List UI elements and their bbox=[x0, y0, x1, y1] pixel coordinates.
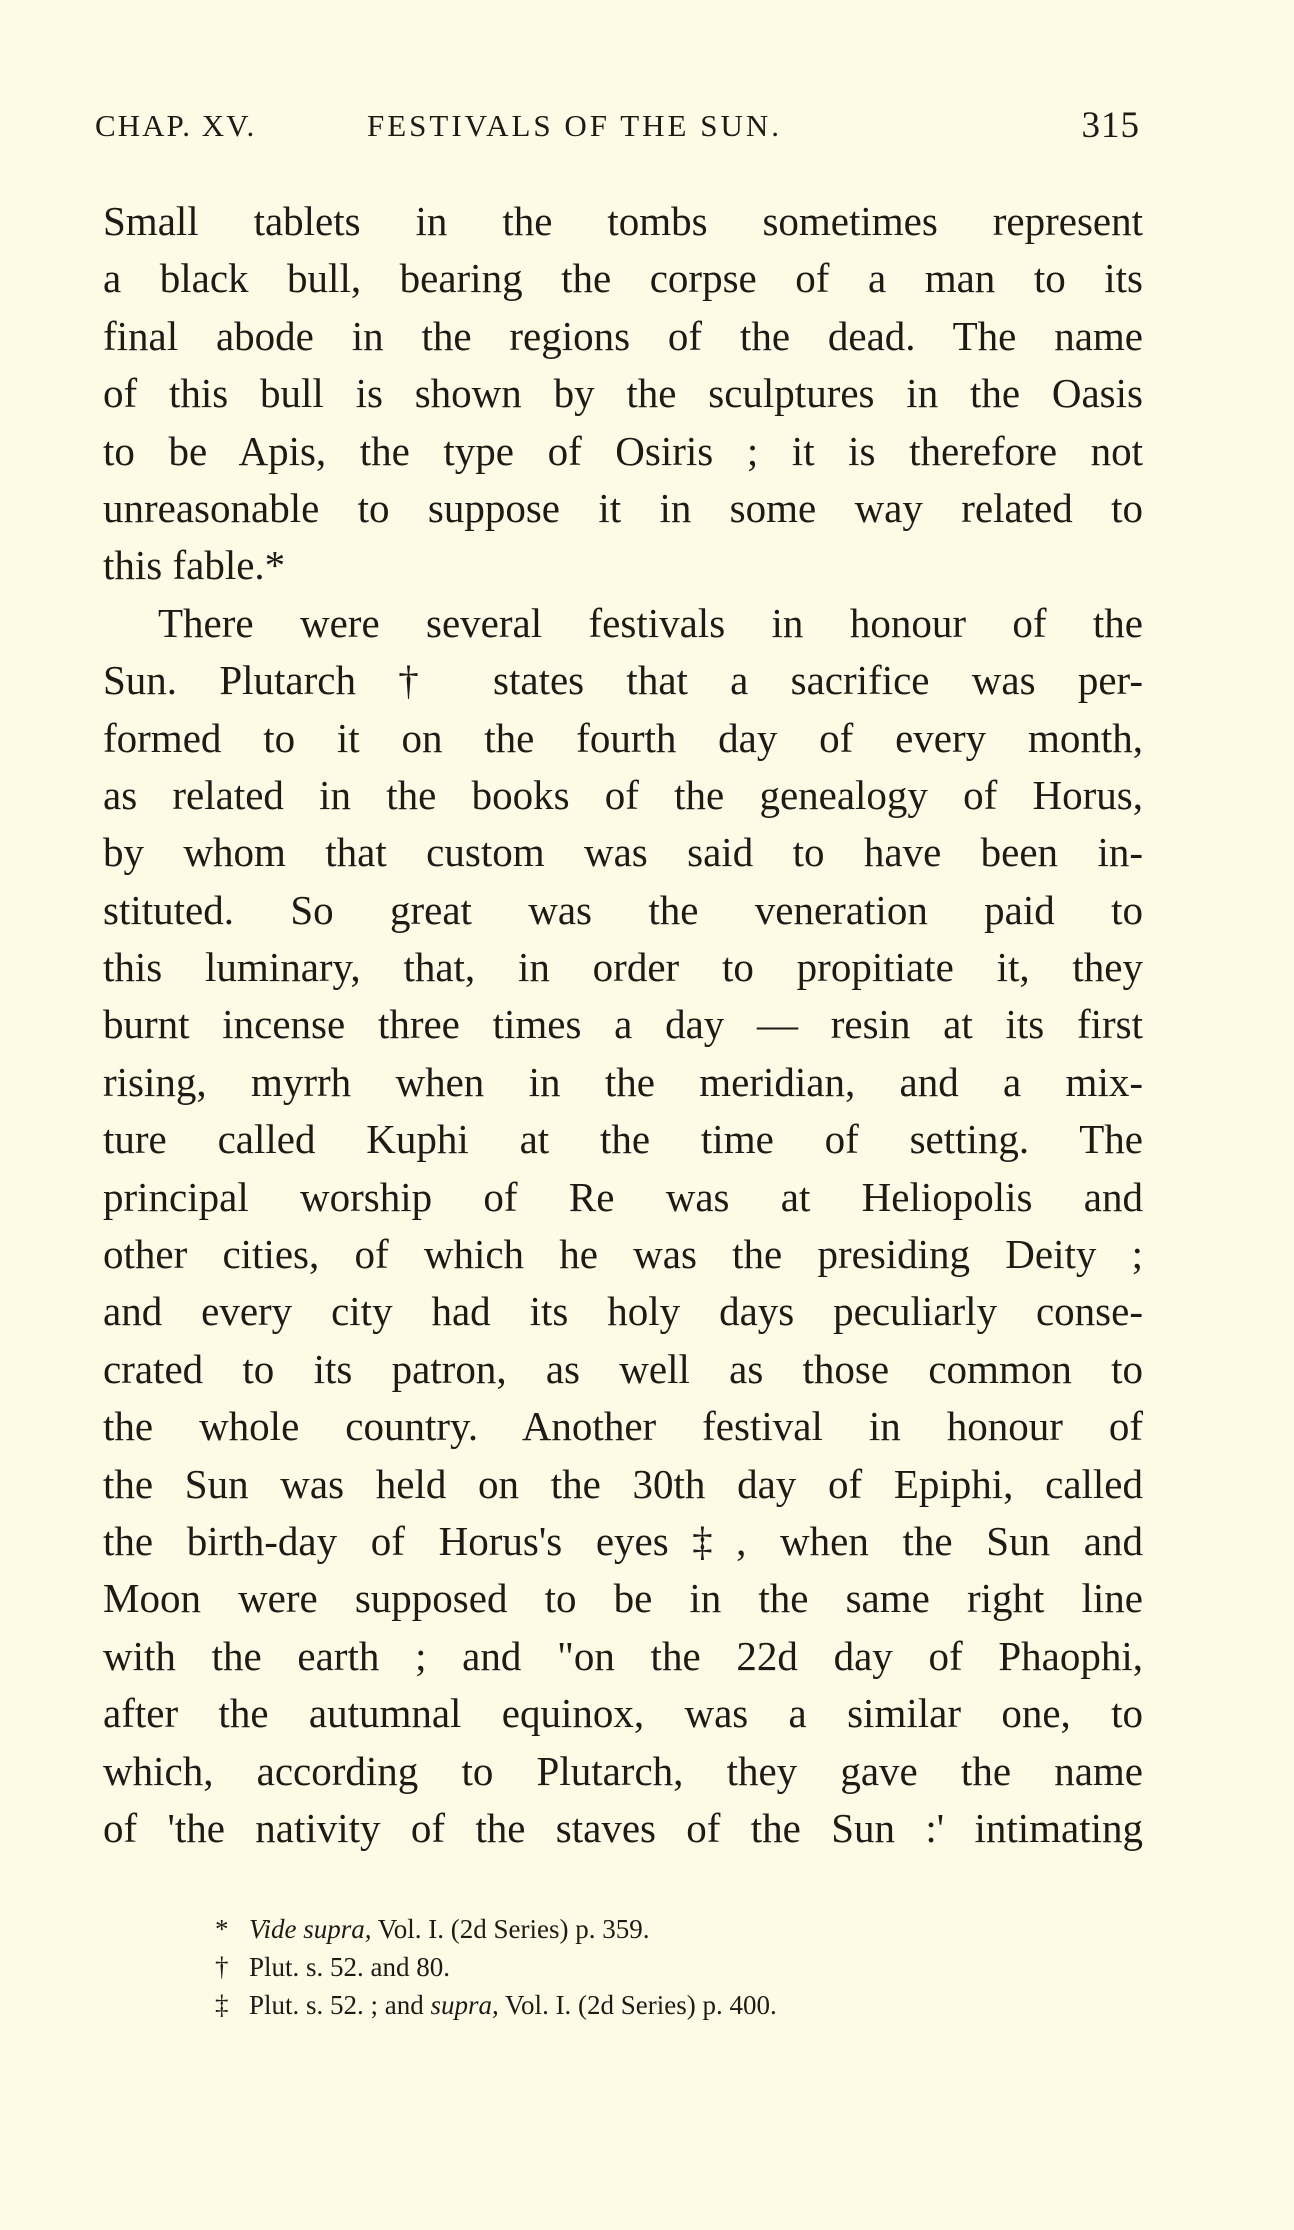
text-line: final abode in the regions of the dead. The name bbox=[103, 312, 1143, 359]
footnote-text bbox=[249, 1948, 450, 1986]
running-header bbox=[95, 105, 1140, 152]
text-line: after the autumnal equinox, was a similar one, to bbox=[103, 1690, 1143, 1737]
text-line: and every city had its holy days peculiarly conse- bbox=[103, 1288, 1143, 1335]
text-line: formed to it on the fourth day of every month, bbox=[103, 714, 1143, 761]
text-line: crated to its patron, as well as those common to bbox=[103, 1345, 1143, 1392]
body-text bbox=[103, 193, 1143, 1857]
text-line: Small tablets in the tombs sometimes represent bbox=[103, 198, 1143, 244]
footnote-text bbox=[249, 1910, 650, 1948]
footnote-mark: ‡ bbox=[215, 1990, 229, 2020]
text-line: of this bull is shown by the sculptures in the Oasis bbox=[103, 370, 1143, 417]
footnote-text bbox=[249, 1986, 777, 2024]
text-line: this fable.* bbox=[103, 542, 286, 589]
footnote-mark: † bbox=[215, 1952, 229, 1982]
text-line: burnt incense three times a day — resin at its first bbox=[103, 1001, 1143, 1048]
text-line: the birth-day of Horus's eyes‡, when the Sun and bbox=[103, 1517, 1143, 1564]
text-line: which, according to Plutarch, they gave the name bbox=[103, 1747, 1143, 1794]
text-line: Sun. Plutarch † states that a sacrifice was per- bbox=[103, 657, 1143, 704]
text-line: There were several festivals in honour of the bbox=[158, 599, 1143, 646]
text-line: as related in the books of the genealogy of Horus, bbox=[103, 771, 1143, 818]
footnote-body: Plut. s. 52. and 80. bbox=[249, 1952, 451, 1982]
text-line: other cities, of which he was the presiding Deity ; bbox=[103, 1231, 1143, 1278]
text-line: the whole country. Another festival in honour of bbox=[103, 1403, 1143, 1450]
footnote-italic: Vide supra, bbox=[249, 1914, 372, 1944]
text-line: with the earth ; and "on the 22d day of Phaophi, bbox=[103, 1632, 1143, 1679]
footnote-pre: Plut. s. 52. ; and bbox=[249, 1990, 431, 2020]
text-line: ture called Kuphi at the time of setting. The bbox=[103, 1116, 1143, 1163]
text-line: stituted. So great was the veneration paid to bbox=[103, 886, 1143, 933]
text-line: to be Apis, the type of Osiris ; it is therefore not bbox=[103, 427, 1143, 474]
text-line: Moon were supposed to be in the same right line bbox=[103, 1575, 1143, 1622]
footnotes bbox=[215, 1910, 1115, 2024]
footnote-body: Vol. I. (2d Series) p. 359. bbox=[371, 1914, 650, 1944]
text-line: a black bull, bearing the corpse of a man to its bbox=[103, 255, 1143, 302]
text-line: this luminary, that, in order to propitiate it, they bbox=[103, 944, 1143, 991]
running-title: FESTIVALS OF THE SUN. bbox=[367, 108, 782, 143]
footnote bbox=[215, 1910, 1115, 1948]
footnote-italic: supra, bbox=[430, 1990, 499, 2020]
footnote-mark: * bbox=[215, 1914, 229, 1944]
chapter-label: CHAP. XV. bbox=[95, 108, 257, 143]
page-number: 315 bbox=[1081, 105, 1140, 146]
footnote bbox=[215, 1948, 1115, 1986]
text-line: rising, myrrh when in the meridian, and a mix- bbox=[103, 1058, 1143, 1105]
text-line: the Sun was held on the 30th day of Epiphi, called bbox=[103, 1460, 1143, 1507]
text-line: principal worship of Re was at Heliopolis and bbox=[103, 1173, 1143, 1220]
text-line: unreasonable to suppose it in some way related to bbox=[103, 484, 1143, 531]
footnote-body: Vol. I. (2d Series) p. 400. bbox=[498, 1990, 777, 2020]
text-line: of 'the nativity of the staves of the Sun :' intimating bbox=[103, 1804, 1143, 1851]
footnote bbox=[215, 1986, 1115, 2024]
text-line: by whom that custom was said to have been in- bbox=[103, 829, 1143, 876]
